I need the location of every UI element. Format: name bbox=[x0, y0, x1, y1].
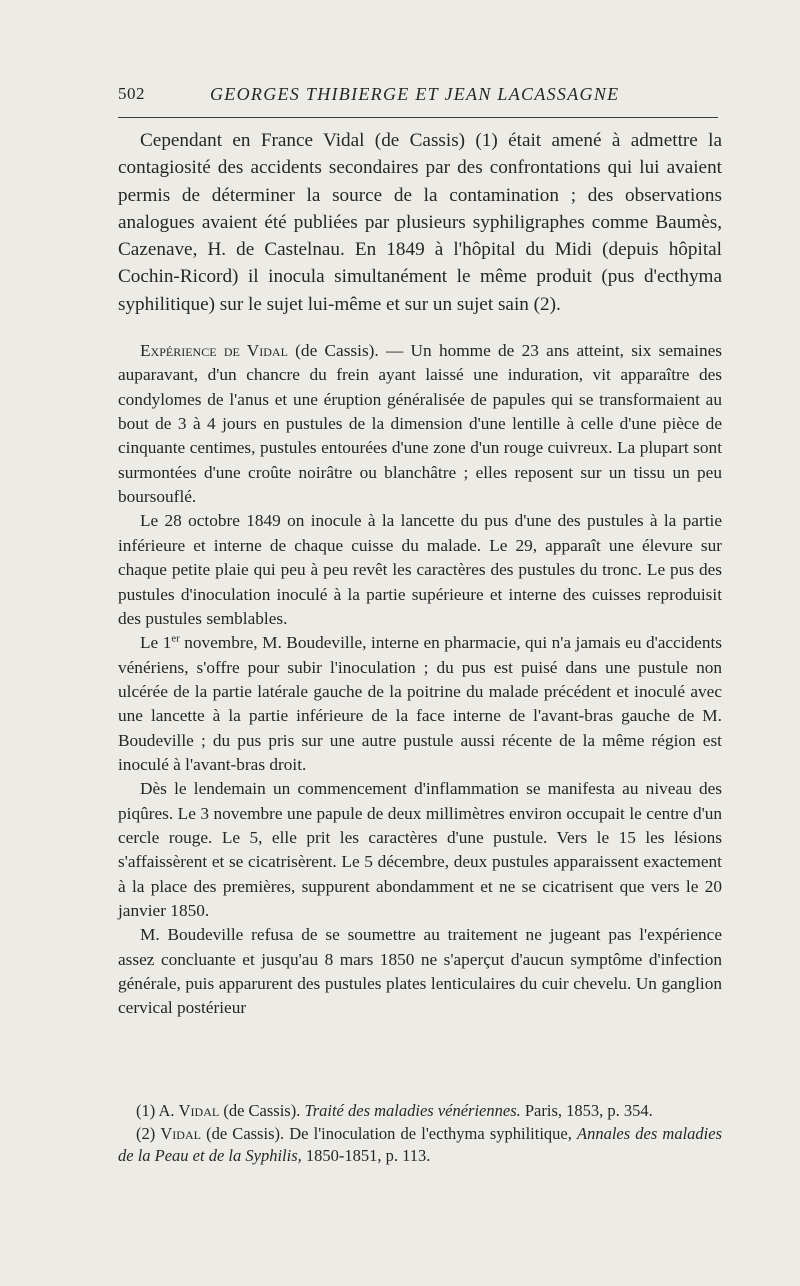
footnote-1-author-suffix: (de Cassis). bbox=[223, 1101, 301, 1120]
footnote-2-title: Annales des maladies de la Peau et de la Syphilis, bbox=[118, 1123, 723, 1165]
ordinal-superscript: er bbox=[171, 632, 180, 645]
footnote-2-rest: 1850-1851, p. 113. bbox=[305, 1146, 431, 1165]
footnote-1-author: Vidal bbox=[178, 1101, 220, 1120]
running-title: GEORGES THIBIERGE ET JEAN LACASSAGNE bbox=[210, 84, 620, 104]
footnote-2-author: Vidal bbox=[160, 1123, 201, 1143]
body-text bbox=[118, 127, 722, 1021]
experiment-paragraph-2: Le 28 octobre 1849 on inocule à la lancette du pus d'une des pustules à la partie inférieure et interne de chaque cuisse du malade. Le 29, apparaît une élevure sur chaque petite plaie qui peu à peu revêt les caractères des pustules du tronc. Le pus des pustules d'inoculation inoculé à la partie supérieure et interne des cuisses reproduisit des pustules semblables. bbox=[118, 511, 722, 628]
experiment-heading: Expérience de Vidal bbox=[140, 341, 288, 361]
footnote-1-title: Traité des maladies vénériennes. bbox=[304, 1101, 521, 1120]
footnote-1-rest: Paris, 1853, p. 354. bbox=[524, 1101, 653, 1120]
experiment-paragraph-3-text: novembre, M. Boudeville, interne en pharmacie, qui n'a jamais eu d'accidents vénériens, s'offre pour subir l'inoculation ; du pus est puisé dans une pustule non ulcérée de la partie latérale gauche de la poitrine du malade précédent et inoculé avec une lancette à la partie inférieure de la face interne de l'avant-bras gauche de M. Boudeville ; du pus pris sur une autre pustule aussi récente de la même région est inoculé à l'avant-bras droit. bbox=[118, 633, 723, 774]
experiment-paragraph-5: M. Boudeville refusa de se soumettre au traitement ne jugeant pas l'expérience assez concluante et jusqu'au 8 mars 1850 ne s'aperçut d'aucun symptôme d'infection générale, puis apparurent des pustules plates lenticulaires du cuir chevelu. Un ganglion cervical postérieur bbox=[118, 925, 722, 1018]
page-number: 502 bbox=[118, 84, 145, 103]
footnotes bbox=[118, 1100, 722, 1168]
experiment-paragraph-3 bbox=[118, 631, 722, 777]
experiment-paragraph-4: Dès le lendemain un commencement d'inflammation se manifesta au niveau des piqûres. Le 3 novembre une papule de deux millimètres environ occupait le centre d'un cercle rouge. Le 5, elle prit les caractères d'une pustule. Vers le 15 les lésions s'affaissèrent et se cicatrisèrent. Le 5 décembre, deux pustules apparaissent exactement à la place des premières, suppurent abondamment et ne se cicatrisent que vers le 20 janvier 1850. bbox=[118, 779, 722, 920]
experiment-paragraph-1 bbox=[118, 339, 722, 509]
footnote-2 bbox=[118, 1123, 722, 1168]
experiment-heading-suffix: (de Cassis). bbox=[295, 341, 379, 361]
footnote-1 bbox=[118, 1100, 722, 1123]
header-rule bbox=[118, 117, 718, 118]
intro-paragraph: Cependant en France Vidal (de Cassis) (1) était amené à admettre la contagiosité des accidents secondaires par des confrontations qui lui avaient permis de déterminer la source de la contamination ; des observations analogues avaient été publiées par plusieurs syphiligraphes comme Baumès, Cazenave, H. de Castelnau. En 1849 à l'hôpital du Midi (depuis hôpital Cochin-Ricord) il inocula simultanément le même produit (pus d'ecthyma syphilitique) sur le sujet lui-même et sur un sujet sain (2). bbox=[118, 130, 722, 315]
footnote-1-prefix: (1) A. bbox=[136, 1101, 175, 1120]
footnote-2-prefix: (2) bbox=[136, 1123, 156, 1143]
date-text: Le 1 bbox=[140, 633, 172, 653]
running-head bbox=[118, 84, 724, 110]
footnote-2-author-suffix: (de Cassis). De l'inoculation de l'ecthyma syphilitique, bbox=[206, 1123, 572, 1143]
experiment-paragraph-1-text: — Un homme de 23 ans atteint, six semaines auparavant, d'un chancre du frein ayant laissé une induration, vit apparaître des condylomes de l'anus et une éruption généralisée de papules qui se transformaient au bout de 3 à 4 jours en pustules de la dimension d'une lentille à celle d'une pièce de cinquante centimes, pustules entourées d'une zone d'un rouge cuivreux. La plupart sont surmontées d'une croûte noirâtre ou blanchâtre ; elles reposent sur un tissu un peu boursouflé. bbox=[118, 341, 722, 507]
